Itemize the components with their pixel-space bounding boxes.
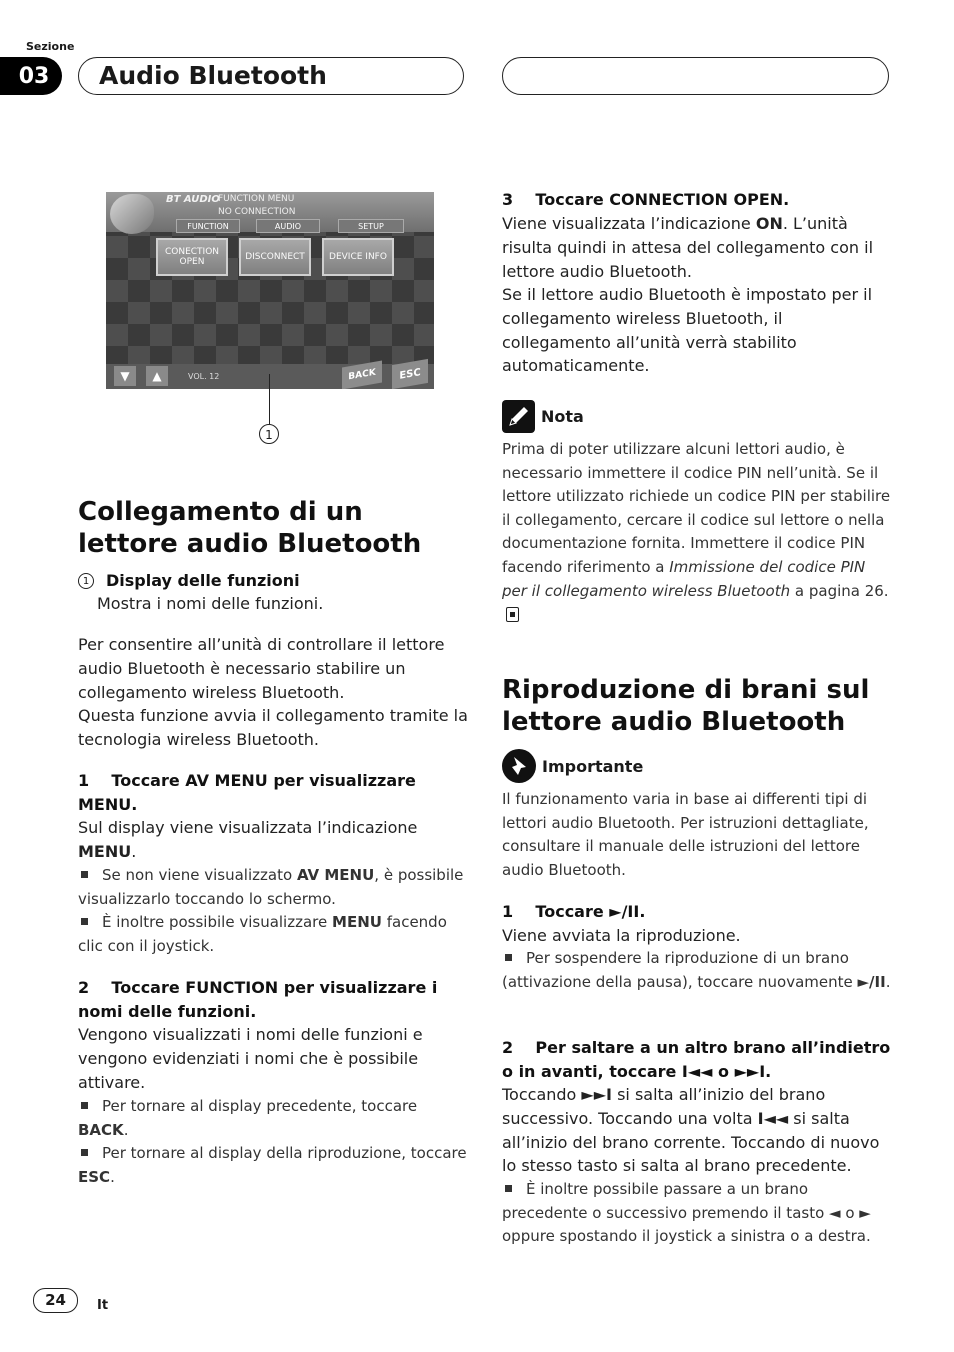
step-number: 2 [502,1038,514,1057]
screen-source-label: BT AUDIO [166,194,220,205]
screen-tab-setup: SETUP [338,219,404,233]
step-keyword: I◄◄ [757,1108,789,1128]
step-text: Sul display viene visualizzata l’indicazione [78,818,418,837]
callout-number: 1 [259,424,279,444]
section-number: 03 [0,57,62,95]
intro-paragraph-2: Questa funzione avvia il collegamento tramite la tecnologia wireless Bluetooth. [78,706,468,749]
screen-btn-connection-open: CONECTION OPEN [156,238,228,276]
end-of-section-icon [506,607,519,622]
bullet-keyword: BACK [78,1120,124,1139]
step-1-bullet-1 [78,864,468,911]
screen-esc-button: ESC [392,359,428,389]
step-2-title [78,976,468,1023]
bt-audio-logo-icon [110,194,154,234]
nota-page-ref: a pagina 26. [794,581,889,600]
step-text: si salta all’inizio del brano successivo. Toccando una volta [502,1085,826,1128]
page-number: 24 [33,1288,78,1313]
screen-down-arrow-icon: ▼ [114,366,136,386]
step-1-bullet-2 [78,911,468,958]
bullet-text: Per tornare al display della riproduzione, toccare [102,1144,467,1162]
screen-btn-device-info: DEVICE INFO [322,238,394,276]
item-description: Mostra i nomi delle funzioni. [97,594,324,613]
bullet-keyword: MENU [332,913,382,931]
nota-label: Nota [541,407,584,426]
item-title: Display delle funzioni [106,571,300,590]
play-step-1-text: Viene avviata la riproduzione. [502,926,741,945]
step-text: si salta all’inizio del brano corrente. Toccando di nuovo lo stesso tasto si salta al brano precedente. [502,1108,880,1176]
section-label: Sezione [26,40,75,53]
section-title: Audio Bluetooth [78,57,464,95]
note-pencil-icon [502,400,535,433]
screen-back-button: BACK [342,360,382,389]
step-2-bullet-2: Per tornare al display della riproduzione, toccare ESC. [78,1144,467,1186]
step-3-paragraph-2: Se il lettore audio Bluetooth è impostato per il collegamento wireless Bluetooth, il collegamento all’unità verrà stabilito automaticamente. [502,285,873,376]
bullet-text: , è possibile visualizzarlo toccando lo schermo. [78,866,464,908]
nota-header [502,400,584,433]
play-step-2-bullet [502,1178,892,1249]
screen-volume-label: VOL. 12 [188,372,220,381]
step-title-text: Toccare CONNECTION OPEN. [535,190,790,209]
play-step-2-title [502,1036,892,1083]
step-title-text: Toccare FUNCTION per visualizzare i nomi delle funzioni. [78,978,438,1021]
bullet-text: È inoltre possibile visualizzare [102,913,328,931]
bullet-square-icon [81,1102,88,1109]
step-3-paragraph-1 [502,212,892,283]
step-number: 1 [502,902,514,921]
nota-text [502,438,892,627]
step-number: 1 [78,771,90,790]
bullet-square-icon [81,1149,88,1156]
bullet-text: Per sospendere la riproduzione di un brano (attivazione della pausa), toccare nuovamente [502,949,853,991]
step-title-text: Per saltare a un altro brano all’indietro o in avanti, toccare I◄◄ o ►►I. [502,1038,891,1081]
step-1-text: Sul display viene visualizzata l’indicazione MENU. [78,818,418,861]
step-text: . L’unità risulta quindi in attesa del collegamento con il lettore audio Bluetooth. [502,214,874,281]
screen-tab-audio: AUDIO [256,219,320,233]
step-2-text: Vengono visualizzati i nomi delle funzioni e vengono evidenziati i nomi che è possibile attivare. [78,1025,423,1092]
nota-text-body: Prima di poter utilizzare alcuni lettori audio, è necessario immettere il codice PIN nell’unità. Se il lettore utilizzato richiede un codice PIN per stabilire il collegamento, cercare il codice sul lettore o nella documentazione fornita. Immettere il codice PIN facendo riferimento a [502,440,891,576]
screen-btn-disconnect: DISCONNECT [239,238,311,276]
bullet-keyword: ESC [78,1167,111,1186]
importante-text: Il funzionamento varia in base ai differenti tipi di lettori audio Bluetooth. Per istruzioni dettagliate, consultare il manuale delle istruzioni del lettore audio Bluetooth. [502,790,869,879]
language-code: It [97,1298,109,1313]
step-keyword: MENU [78,841,132,861]
play-step-1-bullet: Per sospendere la riproduzione di un brano (attivazione della pausa), toccare nuovamente ►/II. [502,949,891,991]
step-1-title [78,769,468,816]
callout-ref-number: 1 [78,573,94,589]
item-display-funzioni [78,569,468,593]
screen-tab-function: FUNCTION [176,219,240,233]
bullet-text: facendo clic con il joystick. [78,913,447,955]
display-screenshot [106,192,434,389]
important-pin-icon [502,749,536,783]
bullet-square-icon [505,1185,512,1192]
step-text: Viene visualizzata l’indicazione [502,214,751,233]
step-keyword: ON [755,214,783,233]
screen-status-label: NO CONNECTION [218,207,296,217]
bullet-keyword: AV MENU [296,866,375,884]
step-text: Toccando [502,1085,577,1104]
screen-up-arrow-icon: ▲ [146,366,168,386]
step-keyword: ►►I [581,1085,612,1104]
callout-line [269,374,270,424]
step-number: 3 [502,190,514,209]
section-title-empty-box [502,57,889,95]
bullet-text: Per tornare al display precedente, toccare [102,1097,418,1115]
step-number: 2 [78,978,90,997]
intro-paragraph-1: Per consentire all’unità di controllare il lettore audio Bluetooth è necessario stabilire un collegamento wireless Bluetooth. [78,635,445,702]
screen-menu-label: FUNCTION MENU [218,194,295,204]
heading-riproduzione: Riproduzione di brani sul lettore audio Bluetooth [502,675,870,737]
play-step-1-title [502,900,892,924]
step-2-bullet-1: Per tornare al display precedente, toccare BACK. [78,1097,418,1139]
importante-header [502,749,643,783]
bullet-text: Se non viene visualizzato [102,866,293,884]
play-step-2-text [502,1083,892,1178]
importante-label: Importante [542,756,644,776]
heading-collegamento: Collegamento di un lettore audio Bluetooth [78,497,422,559]
step-title-text: Toccare ►/II. [535,902,646,921]
bullet-text: È inoltre possibile passare a un brano precedente o successivo premendo il tasto ◄ o ► oppure spostando il joystick a sinistra o a destra. [502,1180,871,1246]
step-title-text: Toccare AV MENU per visualizzare MENU. [78,771,416,814]
bullet-square-icon [81,871,88,878]
bullet-square-icon [505,954,512,961]
step-3-title [502,188,892,212]
bullet-keyword: ►/II [857,972,886,991]
bullet-square-icon [81,918,88,925]
nota-reference-title: Immissione del codice PIN per il collegamento wireless Bluetooth [502,557,866,600]
